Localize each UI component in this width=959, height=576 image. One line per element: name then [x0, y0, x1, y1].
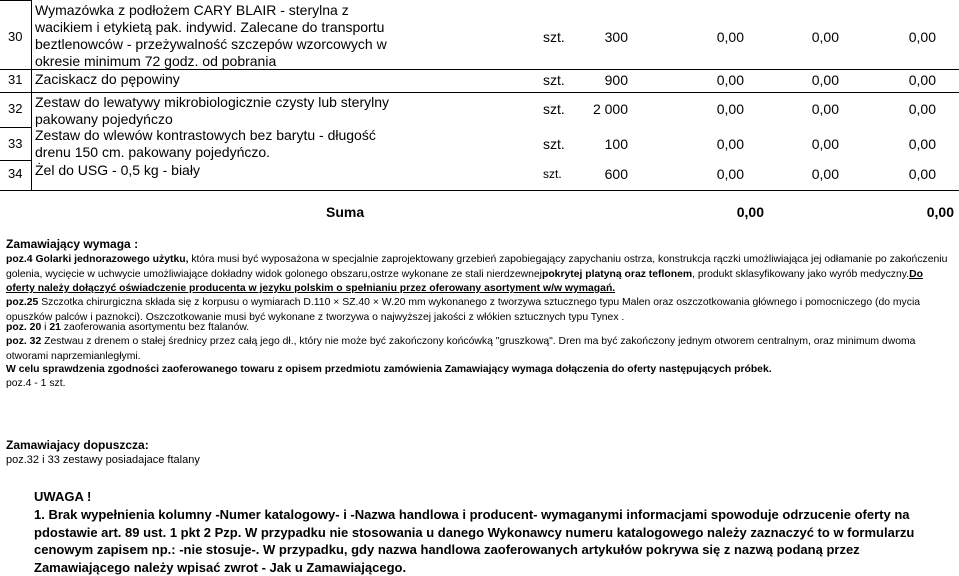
lp-column-divider [31, 0, 32, 190]
row-number: 32 [8, 101, 23, 116]
suma-value-2: 0,00 [926, 204, 954, 220]
row-value-3: 0,00 [908, 72, 936, 88]
row-description: Zestaw do wlewów kontrastowych bez barytu - długość drenu 150 cm. pakowany pojedyńczo. [35, 127, 376, 160]
row-quantity: 300 [604, 29, 628, 45]
row-value-2: 0,00 [811, 29, 839, 45]
row-33-bottom-line [0, 160, 31, 161]
note-poz-32: poz. 32 Zestwau z drenem o stałej średnicy przez całą jego dł., który nie może być zakończony końcówką "gruszkową". Dren ma być zakończony jednym otworem centralnym, oraz minimum dwoma otworami naprzemianległymi. [6, 336, 916, 362]
allowed-text: poz.32 i 33 zestawy posiadajace ftalany [6, 454, 200, 466]
requirements-heading: Zamawiający wymaga : [6, 237, 139, 251]
row-number: 34 [8, 166, 23, 181]
allowed-heading: Zamawiajacy dopuszcza: [6, 438, 149, 452]
table-top-line [0, 0, 31, 1]
row-value-1: 0,00 [716, 29, 744, 45]
row-value-1: 0,00 [716, 136, 744, 152]
row-32-bottom-line [0, 127, 31, 128]
row-value-1: 0,00 [716, 166, 744, 182]
row-description: Zaciskacz do pępowiny [35, 71, 180, 87]
warning-text: 1. Brak wypełnienia kolumny -Numer katalogowy- i -Nazwa handlowa i producent- wymaganymi informacjami spowoduje odrzucenie oferty na pdostawie art. 89 ust. 1 pkt 2 Pzp. W przypadku nie stosowania u danego Wykonawcy numeru katalogowego należy zaznaczyć to w formularzu cenowym zapisem np.: -nie stosuje-. W przypadku, gdy nazwa handlowa zaoferowanych artykułów pokrywa się z nazwą podaną przez Zamawiającego należy wpisać zwrot - Jak u Zamawiającego. [34, 507, 915, 575]
row-unit: szt. [543, 101, 565, 117]
row-number: 30 [8, 29, 23, 44]
row-unit: szt. [543, 167, 562, 181]
row-unit: szt. [543, 136, 565, 152]
row-unit: szt. [543, 72, 565, 88]
row-31-bottom-line [0, 92, 959, 93]
row-unit: szt. [543, 29, 565, 45]
row-value-3: 0,00 [908, 166, 936, 182]
note-samples-required: W celu sprawdzenia zgodności zaoferowanego towaru z opisem przedmiotu zamówienia Zamawiający wymaga dołączenia do oferty następujących próbek. [6, 364, 772, 375]
row-value-2: 0,00 [811, 101, 839, 117]
row-value-2: 0,00 [811, 72, 839, 88]
warning-heading: UWAGA ! [34, 489, 92, 504]
row-value-3: 0,00 [908, 136, 936, 152]
row-value-1: 0,00 [716, 101, 744, 117]
note-poz-4: poz.4 Golarki jednorazowego użytku, która musi być wyposażona w specjalnie zaprojektowany grzebień zapobiegający zapychaniu ostrza, konstrukcja rączki umożliwiająca jej odłamanie po zakończeniu golenia, wycięcie w uchwycie umożliwiające dokładny widok golonego obszaru,ostrze wykonane ze stali nierdzewnejpokrytej platyną oraz teflonem, produkt sklasyfikowany jako wyrób medyczny.Do oferty należy dołączyć oświadczenie producenta w jezyku polskim o spełnianiu przez oferowany asortyment w/w wymagań. [6, 254, 948, 294]
note-poz-4-sample: poz.4 - 1 szt. [6, 378, 66, 389]
row-quantity: 900 [604, 72, 628, 88]
row-quantity: 100 [604, 136, 628, 152]
row-quantity: 2 000 [592, 101, 628, 117]
note-poz-20-21: poz. 20 i 21 zaoferowania asortymentu bez ftalanów. [6, 322, 250, 333]
suma-label: Suma [326, 204, 365, 220]
row-number: 31 [8, 72, 23, 87]
row-description: Żel do USG - 0,5 kg - biały [35, 162, 200, 178]
row-value-3: 0,00 [908, 101, 936, 117]
row-value-1: 0,00 [716, 72, 744, 88]
row-description: Wymazówka z podłożem CARY BLAIR - sterylna z wacikiem i etykietą pak. indywid. Zalecane do transportu beztlenowców - przeżywalność szczepów wzorcowych w okresie minimum 72 godz. od pobrania [35, 2, 387, 69]
row-description: Zestaw do lewatywy mikrobiologicznie czysty lub sterylny pakowany pojedyńczo [35, 94, 390, 127]
note-poz-25: poz.25 Szczotka chirurgiczna składa się z korpusu o wymiarach D.110 × SZ.40 × W.20 mm wykonanego z tworzywa sztucznego typu Malen oraz oszczotkowania głównego i pomocniczego (do mycia opuszków palców i paznokci). Oszczotkowanie musi być wykonane z tworzywa o najwyższej jakości z włókien sztucznych typu Tynex . [6, 297, 921, 323]
row-value-2: 0,00 [811, 166, 839, 182]
row-quantity: 600 [604, 166, 628, 182]
row-value-3: 0,00 [908, 29, 936, 45]
row-value-2: 0,00 [811, 136, 839, 152]
suma-value-1: 0,00 [736, 204, 764, 220]
row-number: 33 [8, 136, 23, 151]
row-34-bottom-line [0, 190, 959, 191]
